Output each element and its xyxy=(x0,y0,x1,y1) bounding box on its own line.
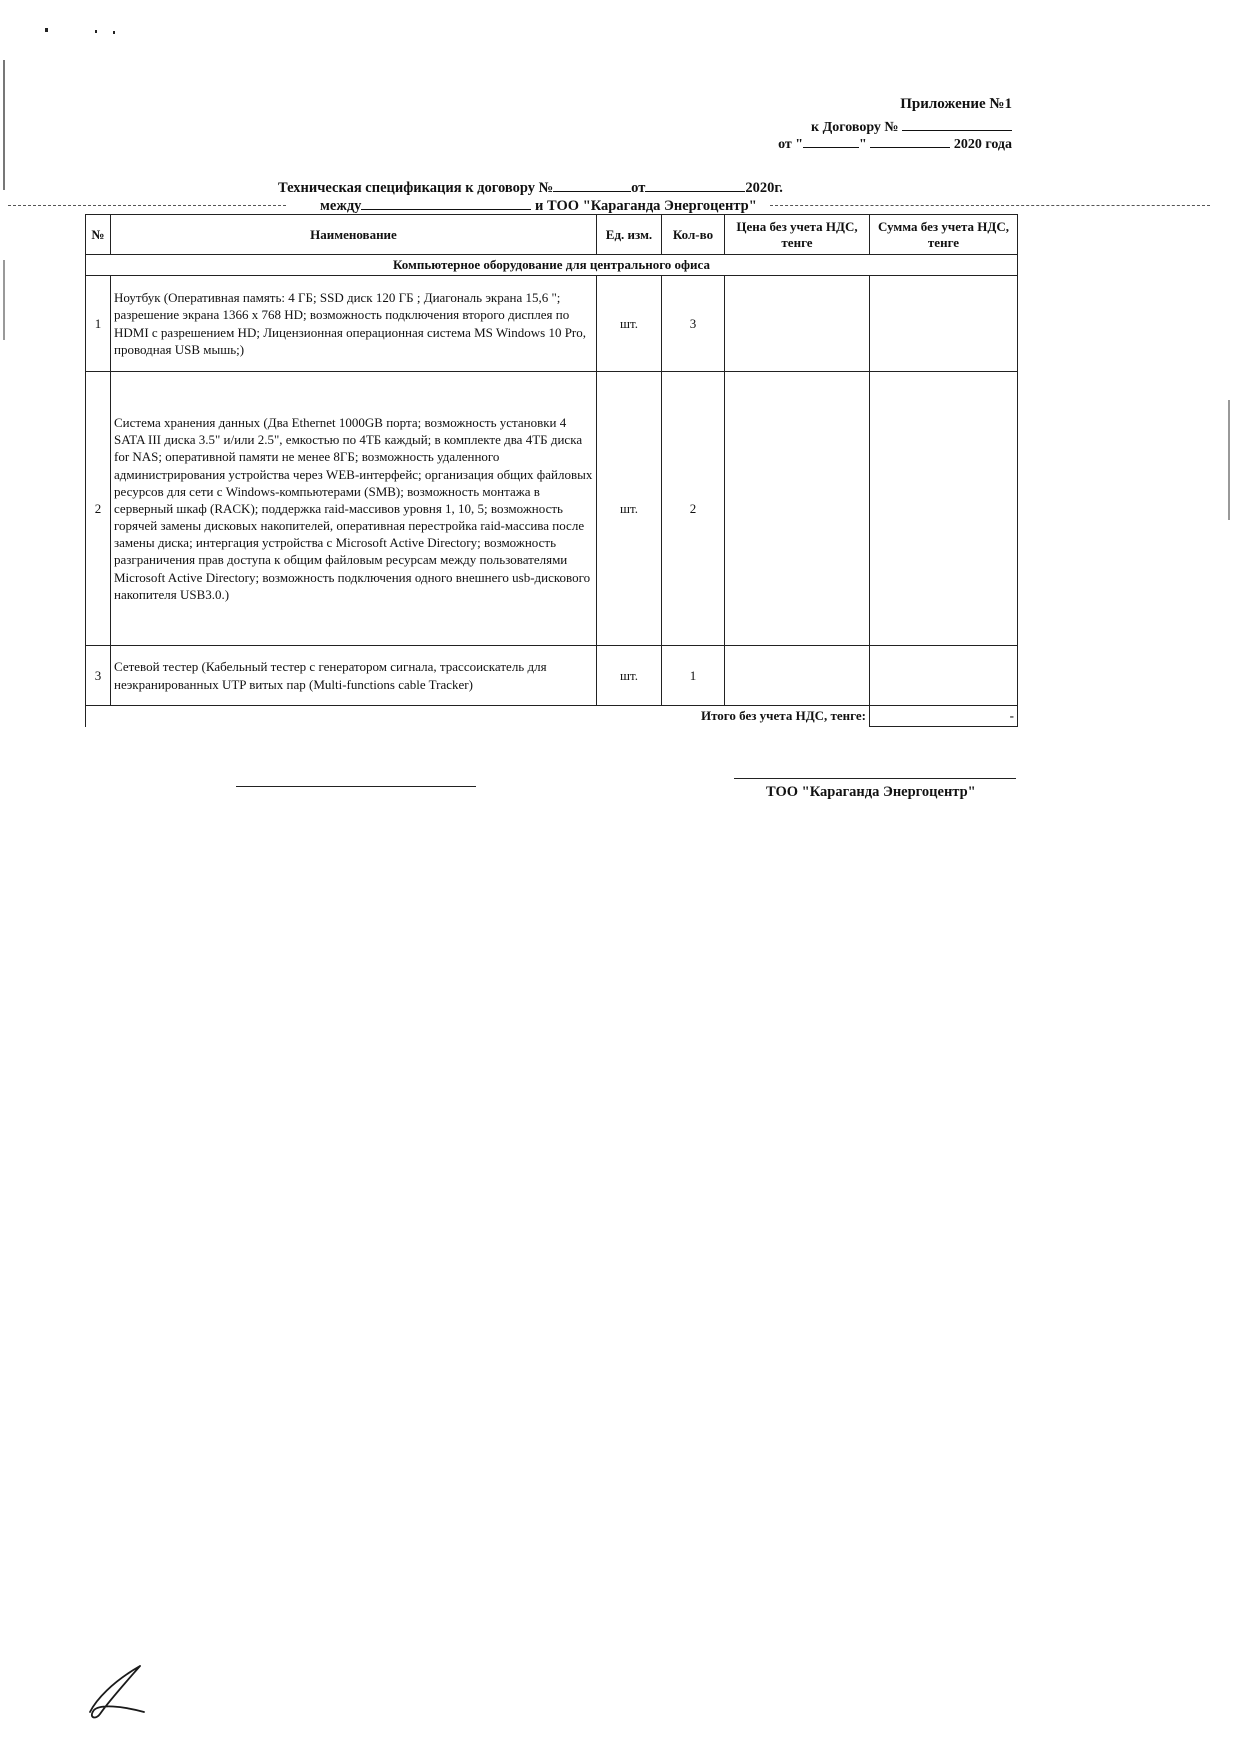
section-title: Компьютерное оборудование для центрального офиса xyxy=(86,255,1018,276)
scan-fold-line-right xyxy=(770,205,1210,206)
row-num: 1 xyxy=(86,276,111,372)
total-label: Итого без учета НДС, тенге: xyxy=(86,706,870,727)
row-price xyxy=(725,276,870,372)
scan-speck xyxy=(45,28,48,32)
date-month-blank xyxy=(870,135,950,148)
section-row xyxy=(86,255,1018,276)
contract-number-blank xyxy=(902,118,1012,131)
row-unit: шт. xyxy=(597,276,662,372)
table-row xyxy=(86,276,1018,372)
total-row xyxy=(86,706,1018,727)
date-prefix: от " xyxy=(778,137,804,152)
scan-speck xyxy=(95,30,97,33)
spec-between: между xyxy=(320,198,362,214)
handwritten-initial xyxy=(82,1662,152,1722)
row-unit: шт. xyxy=(597,372,662,646)
col-header-unit: Ед. изм. xyxy=(597,215,662,255)
signature-company: ТОО "Караганда Энергоцентр" xyxy=(766,784,976,800)
scan-edge-mark xyxy=(3,260,5,340)
scan-edge-mark xyxy=(3,60,5,190)
table-row xyxy=(86,646,1018,706)
total-value: - xyxy=(870,706,1018,727)
col-header-qty: Кол-во xyxy=(662,215,725,255)
spec-title-from: от xyxy=(631,180,646,196)
spec-party-blank xyxy=(361,197,531,210)
row-sum xyxy=(870,372,1018,646)
spec-title-year: 2020г. xyxy=(745,180,783,196)
col-header-price: Цена без учета НДС, тенге xyxy=(725,215,870,255)
contract-date-line xyxy=(778,135,1012,153)
col-header-sum: Сумма без учета НДС, тенге xyxy=(870,215,1018,255)
table-row xyxy=(86,372,1018,646)
row-name: Ноутбук (Оперативная память: 4 ГБ; SSD диск 120 ГБ ; Диагональ экрана 15,6 "; разрешение экрана 1366 х 768 HD; возможность подключения второго дисплея по HDMI с разрешением HD; Лицензионная операционная система MS Windows 10 Pro, проводная USB мышь;) xyxy=(111,276,597,372)
row-name: Система хранения данных (Два Ethernet 1000GB порта; возможность установки 4 SATA III диска 3.5" и/или 2.5", емкостью по 4ТБ каждый; в комплекте два 4ТБ диска for NAS; оперативной памяти не менее 8ГБ; возможность удаленного администрирования устройства через WEB-интерфейс; организация общих файловых ресурсов для сети с Windows-компьютерами (SMB); возможность монтажа в серверный шкаф (RACK); поддержка raid-массивов уровня 1, 10, 5; возможность горячей замены дисковых накопителей, оперативная перестройка raid-массива после замены диска; интергация устройства с Microsoft Active Directory; возможность разграничения прав доступа к общим файловым ресурсам между пользователями Microsoft Active Directory; возможность подключения одного внешнего usb-дискового накопителя USB3.0.) xyxy=(111,372,597,646)
specification-table xyxy=(85,214,1018,727)
spec-company: и ТОО "Караганда Энергоцентр" xyxy=(535,198,757,214)
col-header-num: № xyxy=(86,215,111,255)
scan-edge-mark xyxy=(1228,400,1230,520)
row-sum xyxy=(870,276,1018,372)
contract-prefix: к Договору № xyxy=(811,120,899,135)
annex-title: Приложение №1 xyxy=(900,96,1012,112)
row-price xyxy=(725,372,870,646)
row-qty: 2 xyxy=(662,372,725,646)
contract-number-line xyxy=(811,118,1012,136)
row-unit: шт. xyxy=(597,646,662,706)
spec-title-prefix: Техническая спецификация к договору № xyxy=(278,180,554,196)
signature-line-left xyxy=(236,786,476,787)
scan-fold-line-left xyxy=(8,205,286,206)
signature-line-right xyxy=(734,778,1016,779)
spec-date-blank xyxy=(645,179,745,192)
row-num: 2 xyxy=(86,372,111,646)
date-day-blank xyxy=(803,135,859,148)
spec-contract-blank xyxy=(553,179,631,192)
table-header-row xyxy=(86,215,1018,255)
row-num: 3 xyxy=(86,646,111,706)
row-qty: 1 xyxy=(662,646,725,706)
row-qty: 3 xyxy=(662,276,725,372)
row-sum xyxy=(870,646,1018,706)
row-price xyxy=(725,646,870,706)
spec-parties xyxy=(320,197,757,215)
date-mid: " xyxy=(859,137,867,152)
date-year: 2020 года xyxy=(953,137,1012,152)
row-name: Сетевой тестер (Кабельный тестер с генератором сигнала, трассоискатель для неэкранированных UTP витых пар (Multi-functions cable Tracker) xyxy=(111,646,597,706)
col-header-name: Наименование xyxy=(111,215,597,255)
scan-speck xyxy=(113,31,115,34)
spec-title xyxy=(278,179,783,197)
